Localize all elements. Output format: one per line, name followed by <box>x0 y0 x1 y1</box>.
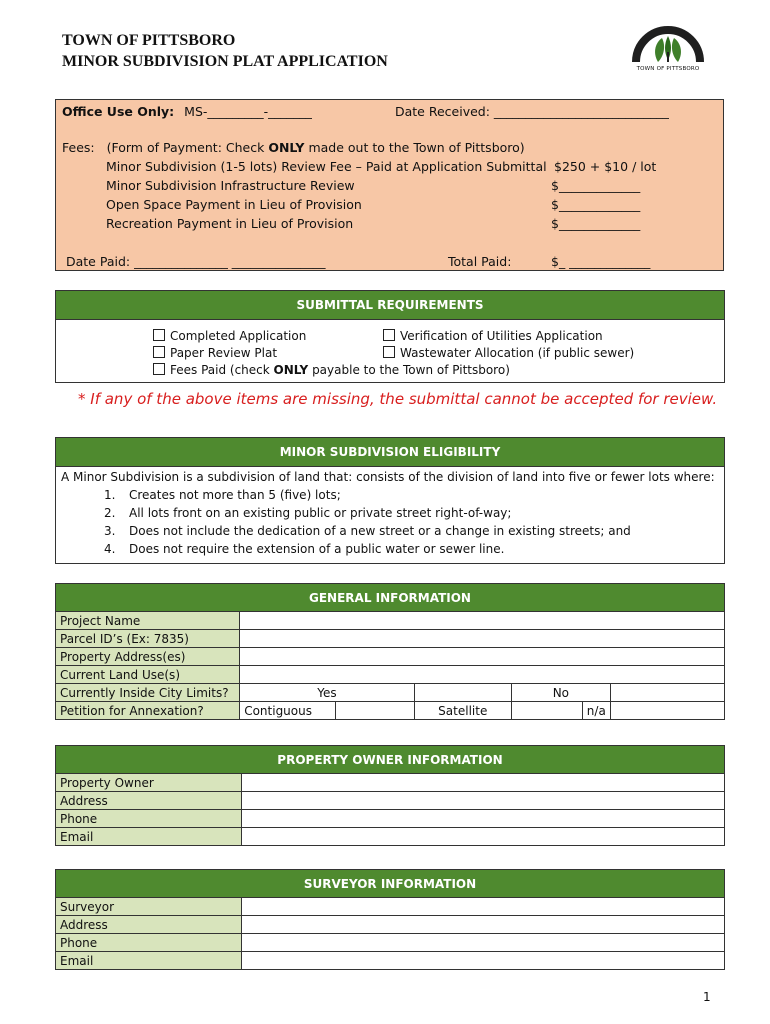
surveyor-phone-input[interactable] <box>242 934 725 952</box>
submittal-requirements-box <box>55 290 725 383</box>
table-row <box>56 916 725 934</box>
list-item: Does not require the extension of a public water or sewer line. <box>129 542 505 556</box>
fee-item-amount: $250 + $10 / lot <box>554 159 657 174</box>
date-paid-field[interactable]: Date Paid: _______________ _______________ <box>66 254 326 269</box>
na-box[interactable] <box>610 702 724 720</box>
table-row <box>56 612 725 630</box>
list-item: Creates not more than 5 (five) lots; <box>129 488 341 502</box>
row-label: Email <box>56 952 242 970</box>
checkbox-label: Verification of Utilities Application <box>400 329 603 343</box>
checkbox-fees-paid[interactable] <box>153 363 510 377</box>
owner-phone-input[interactable] <box>242 810 725 828</box>
list-item: All lots front on an existing public or private street right-of-way; <box>129 506 512 520</box>
table-row <box>56 952 725 970</box>
title-line-2: MINOR SUBDIVISION PLAT APPLICATION <box>62 53 388 70</box>
checkbox-wastewater-allocation[interactable] <box>383 346 634 360</box>
contiguous-label: Contiguous <box>240 702 336 720</box>
surveyor-address-input[interactable] <box>242 916 725 934</box>
checkbox-label: Completed Application <box>170 329 307 343</box>
fee-item-label: Minor Subdivision Infrastructure Review <box>106 178 355 193</box>
general-heading: GENERAL INFORMATION <box>56 584 725 612</box>
table-row <box>56 810 725 828</box>
property-address-input[interactable] <box>240 648 725 666</box>
fee-item-amount[interactable]: $_____________ <box>551 197 641 212</box>
missing-items-warning: * If any of the above items are missing, the submittal cannot be accepted for review. <box>78 390 718 408</box>
owner-heading: PROPERTY OWNER INFORMATION <box>56 746 725 774</box>
checkbox-icon[interactable] <box>153 346 165 358</box>
list-item-number: 4. <box>104 542 116 556</box>
list-item-number: 1. <box>104 488 116 502</box>
row-label: Current Land Use(s) <box>56 666 240 684</box>
town-logo <box>628 22 708 78</box>
checkbox-verification-utilities[interactable] <box>383 329 603 343</box>
fee-item-label: Recreation Payment in Lieu of Provision <box>106 216 354 231</box>
fee-item-label: Open Space Payment in Lieu of Provision <box>106 197 362 212</box>
table-row <box>56 684 725 702</box>
office-use-label: Office Use Only: <box>62 104 175 119</box>
satellite-label: Satellite <box>414 702 511 720</box>
city-limits-yes-label: Yes <box>240 684 414 702</box>
logo-text: TOWN OF PITTSBORO <box>636 66 700 72</box>
fees-note-bold: ONLY <box>268 140 305 155</box>
checkbox-label-suffix: payable to the Town of Pittsboro) <box>308 363 510 377</box>
table-row <box>56 630 725 648</box>
page-title <box>62 30 388 72</box>
table-row <box>56 828 725 846</box>
checkbox-label-bold: ONLY <box>273 363 309 377</box>
row-label: Parcel ID’s (Ex: 7835) <box>56 630 240 648</box>
row-label: Petition for Annexation? <box>56 702 240 720</box>
city-limits-yes-box[interactable] <box>414 684 511 702</box>
eligibility-heading: MINOR SUBDIVISION ELIGIBILITY <box>56 438 724 467</box>
total-paid-label: Total Paid: <box>448 254 512 269</box>
checkbox-icon[interactable] <box>383 346 395 358</box>
list-item: Does not include the dedication of a new street or a change in existing streets; and <box>129 524 631 538</box>
total-paid-field[interactable]: $_ _____________ <box>551 254 651 269</box>
checkbox-paper-review-plat[interactable] <box>153 346 277 360</box>
table-row <box>56 774 725 792</box>
checkbox-icon[interactable] <box>383 329 395 341</box>
office-use-box <box>55 99 724 271</box>
checkbox-completed-application[interactable] <box>153 329 306 343</box>
fees-note-suffix: made out to the Town of Pittsboro) <box>304 140 525 155</box>
checkbox-icon[interactable] <box>153 329 165 341</box>
table-row <box>56 898 725 916</box>
table-row <box>56 934 725 952</box>
fee-item-label: Minor Subdivision (1-5 lots) Review Fee – Paid at Application Submittal <box>106 159 547 174</box>
eligibility-intro: A Minor Subdivision is a subdivision of land that: consists of the division of land into five or fewer lots where: <box>61 470 715 484</box>
row-label: Email <box>56 828 242 846</box>
row-label: Currently Inside City Limits? <box>56 684 240 702</box>
surveyor-name-input[interactable] <box>242 898 725 916</box>
property-owner-table <box>55 745 725 846</box>
table-row <box>56 702 725 720</box>
table-row <box>56 648 725 666</box>
general-information-table <box>55 583 725 720</box>
row-label: Property Address(es) <box>56 648 240 666</box>
date-received-field[interactable]: Date Received: ____________________________ <box>395 104 669 119</box>
row-label: Address <box>56 792 242 810</box>
fee-item-amount[interactable]: $_____________ <box>551 216 641 231</box>
table-row <box>56 666 725 684</box>
row-label: Phone <box>56 810 242 828</box>
checkbox-icon[interactable] <box>153 363 165 375</box>
surveyor-email-input[interactable] <box>242 952 725 970</box>
row-label: Address <box>56 916 242 934</box>
checkbox-label: Paper Review Plat <box>170 346 278 360</box>
fees-label: Fees: <box>62 140 95 155</box>
row-label: Surveyor <box>56 898 242 916</box>
project-name-input[interactable] <box>240 612 725 630</box>
parcel-id-input[interactable] <box>240 630 725 648</box>
submittal-heading: SUBMITTAL REQUIREMENTS <box>56 291 724 320</box>
na-label: n/a <box>582 702 610 720</box>
surveyor-heading: SURVEYOR INFORMATION <box>56 870 725 898</box>
owner-email-input[interactable] <box>242 828 725 846</box>
table-row <box>56 792 725 810</box>
title-line-1: TOWN OF PITTSBORO <box>62 32 236 49</box>
owner-name-input[interactable] <box>242 774 725 792</box>
ms-field[interactable]: MS-_________-_______ <box>184 104 312 119</box>
satellite-box[interactable] <box>511 702 582 720</box>
row-label: Property Owner <box>56 774 242 792</box>
fees-line <box>62 140 525 155</box>
checkbox-label: Wastewater Allocation (if public sewer) <box>400 346 635 360</box>
city-limits-no-box[interactable] <box>610 684 724 702</box>
surveyor-table <box>55 869 725 970</box>
owner-address-input[interactable] <box>242 792 725 810</box>
fee-item-amount[interactable]: $_____________ <box>551 178 641 193</box>
eligibility-box <box>55 437 725 564</box>
list-item-number: 3. <box>104 524 116 538</box>
row-label: Phone <box>56 934 242 952</box>
row-label: Project Name <box>56 612 240 630</box>
list-item-number: 2. <box>104 506 116 520</box>
contiguous-box[interactable] <box>335 702 414 720</box>
office-use-line <box>62 104 312 119</box>
page-number: 1 <box>703 990 711 1004</box>
checkbox-label: Fees Paid (check <box>170 363 274 377</box>
fees-note-prefix: (Form of Payment: Check <box>106 140 269 155</box>
city-limits-no-label: No <box>511 684 610 702</box>
land-use-input[interactable] <box>240 666 725 684</box>
